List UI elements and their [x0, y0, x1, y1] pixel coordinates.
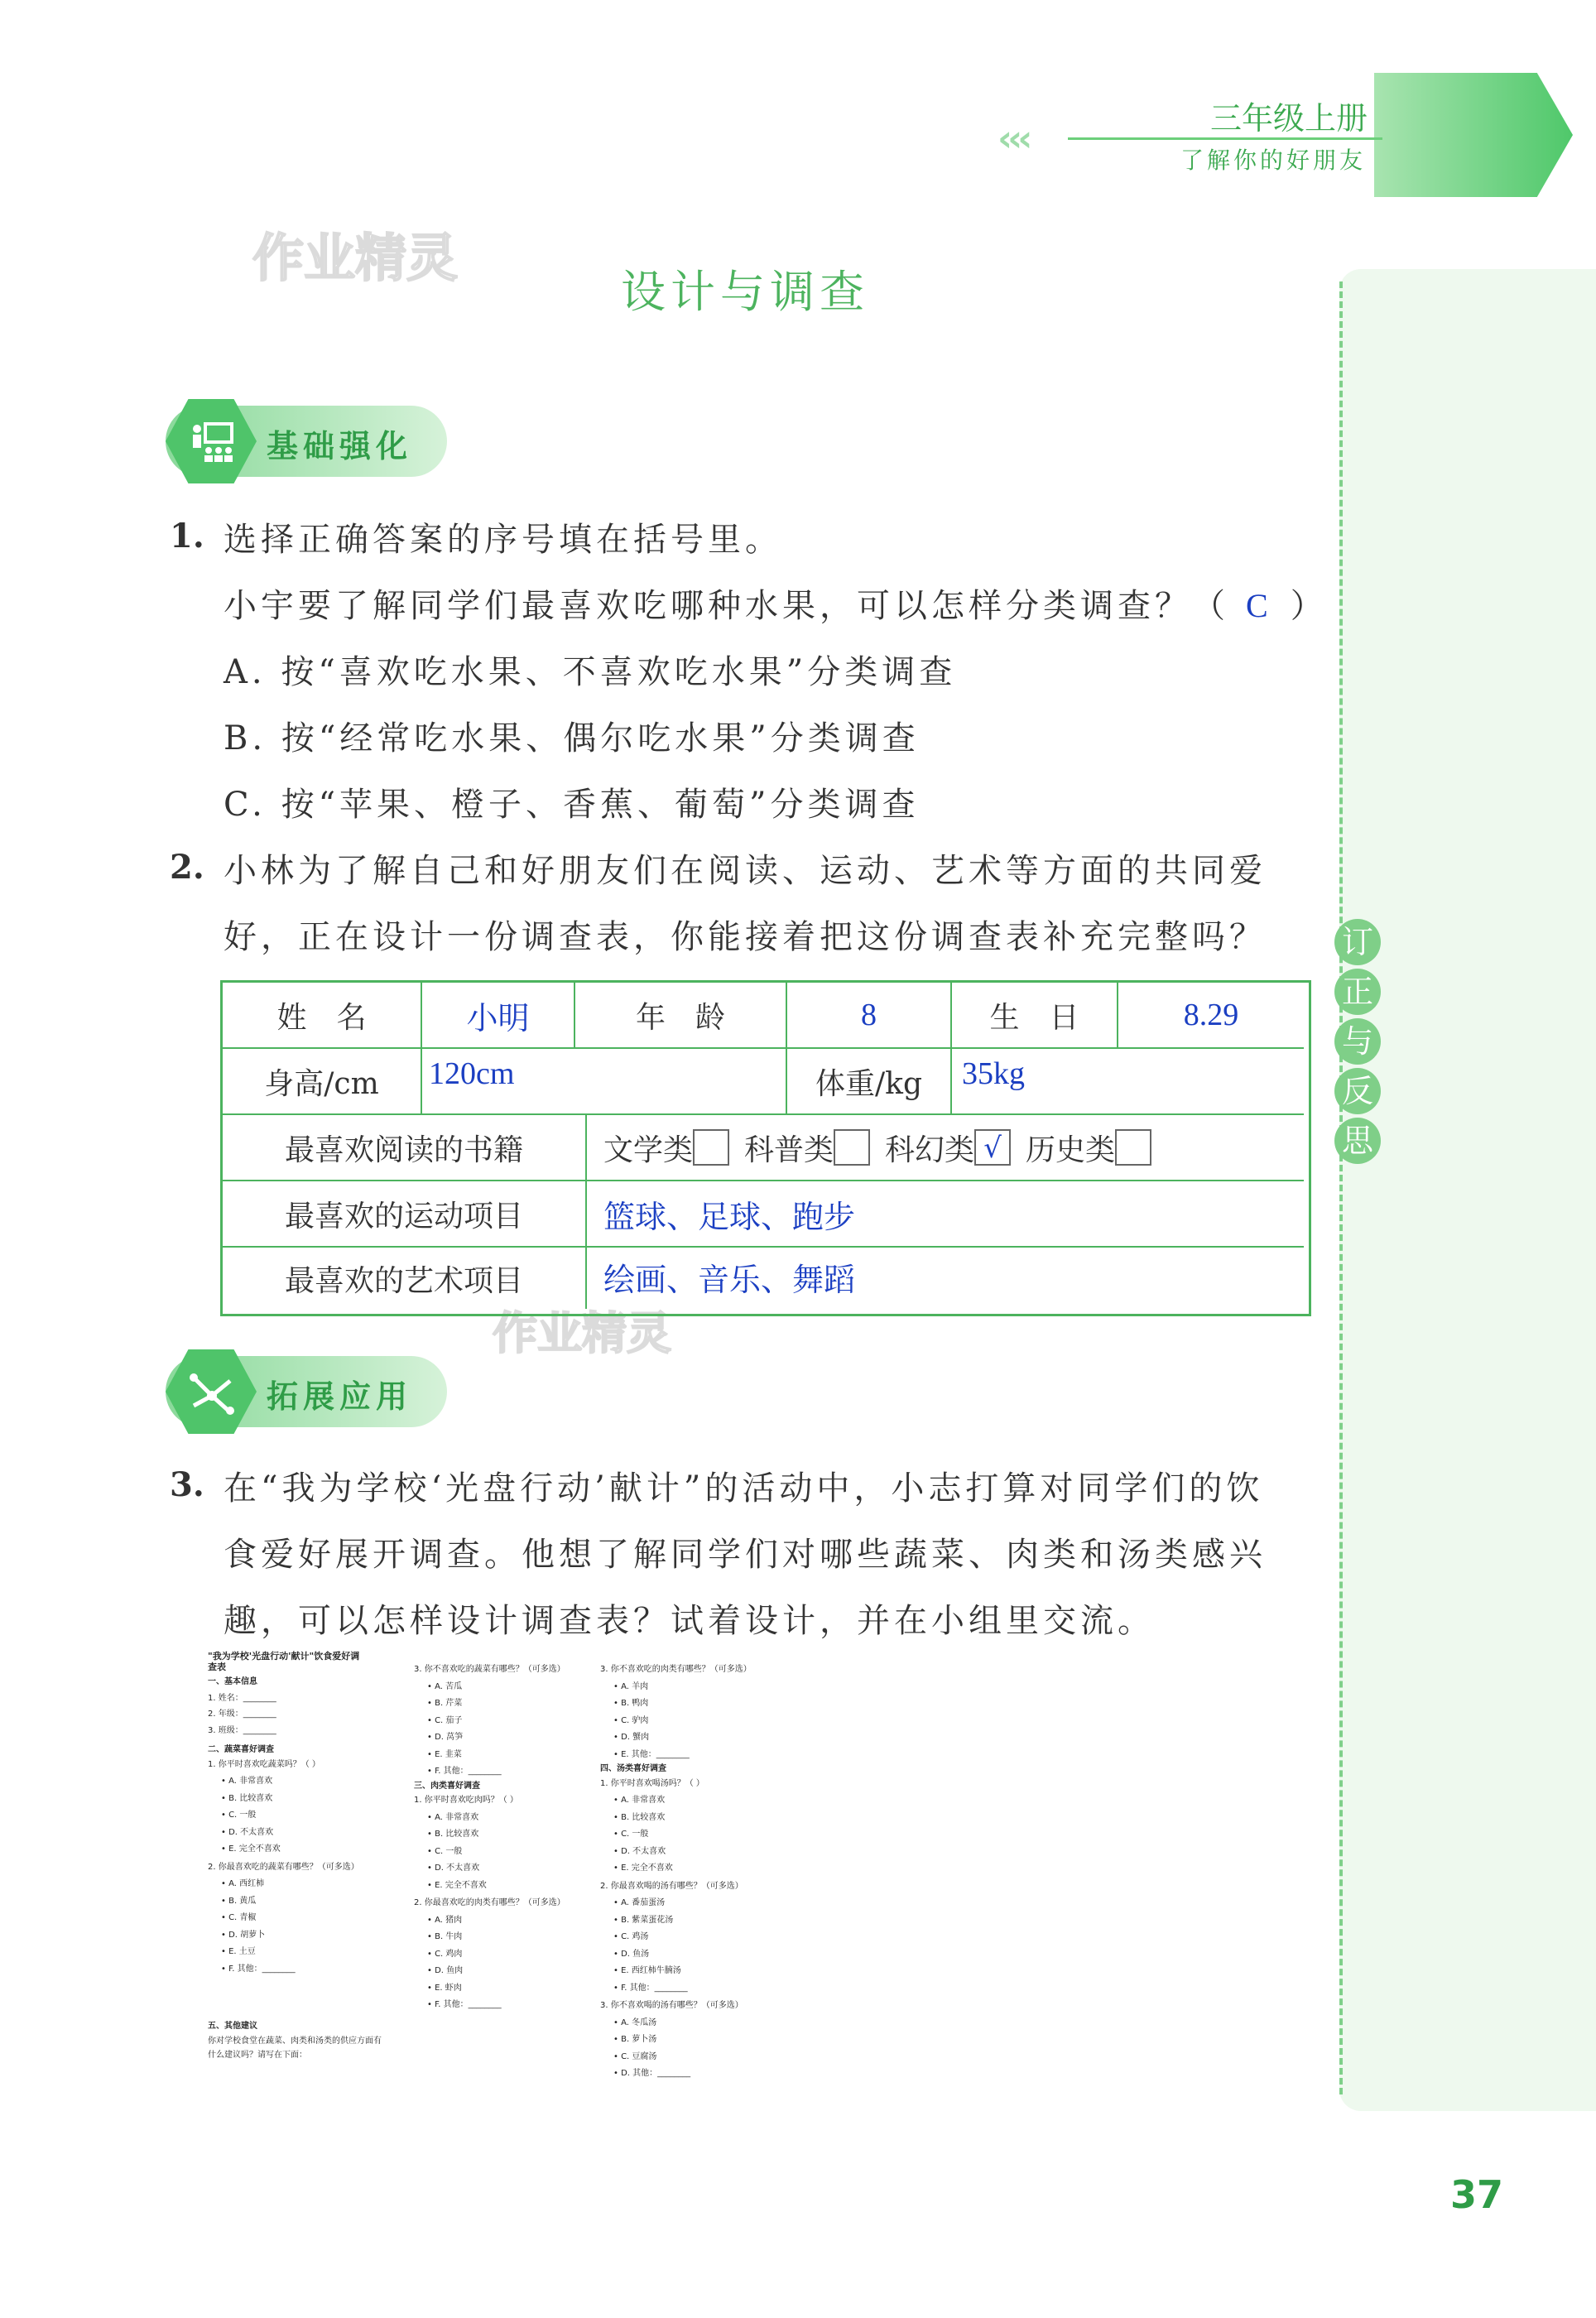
sidebar-char: 正	[1334, 969, 1381, 1015]
form-option: • D. 不太喜欢	[613, 1847, 774, 1857]
form-option: • C. 一般	[221, 1811, 394, 1820]
form-option: • D. 不太喜欢	[221, 1828, 394, 1838]
page-number: 37	[1450, 2172, 1504, 2217]
form-option: • A. 番茄蛋汤	[613, 1898, 774, 1908]
sidebar-char: 与	[1334, 1018, 1381, 1065]
form-option: • C. 豆腐汤	[613, 2052, 774, 2062]
form-field: 3. 班级：________	[208, 1725, 276, 1735]
header-ribbon	[1374, 73, 1573, 197]
form-section: 二、蔬菜喜好调查	[208, 1745, 274, 1755]
form-option: • A. 西红柿	[221, 1879, 394, 1889]
form-option: • B. 萝卜汤	[613, 2035, 774, 2045]
books-options	[587, 1115, 1304, 1181]
q1-question-text: 小宇要了解同学们最喜欢吃哪种水果，可以怎样分类调查？（	[224, 587, 1229, 625]
form-option: • E. 韭菜	[427, 1750, 596, 1760]
age-value: 8	[787, 983, 952, 1049]
form-question: 3. 你不喜欢喝的汤有哪些？（可多选）	[600, 2001, 743, 2010]
question-number: 2.	[170, 848, 204, 887]
form-option: • F. 其他：________	[613, 1984, 774, 1993]
form-column-2	[414, 1652, 596, 2010]
form-option: • D. 胡萝卜	[221, 1931, 394, 1940]
sidebar-char: 反	[1334, 1068, 1381, 1114]
form-question: 1. 你平时喜欢吃肉吗？（ ）	[414, 1796, 518, 1805]
form-question: 2. 你最喜欢吃的蔬菜有哪些？（可多选）	[208, 1862, 359, 1872]
form-option: • E. 完全不喜欢	[427, 1881, 596, 1891]
form-option: • B. 牛肉	[427, 1932, 596, 1942]
birthday-label: 生 日	[952, 983, 1118, 1049]
form-section: 三、肉类喜好调查	[414, 1781, 480, 1791]
form-option: • A. 苦瓜	[427, 1682, 596, 1692]
form-option: • A. 猪肉	[427, 1916, 596, 1926]
form-option: • A. 羊肉	[613, 1682, 774, 1692]
watermark: 作业精灵	[252, 228, 459, 288]
form-option: • C. 鸡肉	[427, 1950, 596, 1960]
form-option: • E. 完全不喜欢	[613, 1864, 774, 1873]
q2-line: 好，正在设计一份调查表，你能接着把这份调查表补充完整吗？	[224, 918, 1267, 956]
form-field: 2. 年级：________	[208, 1710, 276, 1719]
notes-sidebar	[1339, 269, 1596, 2111]
birthday-value: 8.29	[1118, 983, 1304, 1049]
sports-value: 篮球、足球、跑步	[587, 1181, 1304, 1248]
form-option: • F. 其他：________	[427, 1767, 596, 1777]
form-option: • C. 一般	[613, 1830, 774, 1839]
chevrons-left-icon: ‹‹‹	[997, 118, 1028, 160]
q1-prompt: 选择正确答案的序号填在括号里。	[224, 521, 782, 559]
form-option: • E. 其他：________	[613, 1750, 774, 1760]
form-section: 一、基本信息	[208, 1677, 257, 1687]
height-value: 120cm	[422, 1049, 787, 1115]
form-option: • A. 非常喜欢	[221, 1777, 394, 1787]
form-option: • A. 非常喜欢	[613, 1796, 774, 1806]
form-option: • D. 鱼汤	[613, 1950, 774, 1960]
form-question: 2. 你最喜欢吃的肉类有哪些？（可多选）	[414, 1898, 565, 1907]
form-column-1	[208, 1652, 394, 2061]
book-option-label: 科普类	[744, 1133, 834, 1167]
form-option: • E. 西红柿牛腩汤	[613, 1966, 774, 1976]
sports-label: 最喜欢的运动项目	[223, 1181, 587, 1248]
form-option: • B. 紫菜蛋花汤	[613, 1916, 774, 1926]
book-option-label: 历史类	[1026, 1133, 1116, 1167]
page-title: 设计与调查	[621, 266, 869, 318]
q3-line: 趣，可以怎样设计调查表？试着设计，并在小组里交流。	[224, 1602, 1155, 1640]
book-checkbox[interactable]	[1115, 1129, 1151, 1166]
form-option: • C. 驴肉	[613, 1716, 774, 1726]
book-checkbox[interactable]	[834, 1129, 870, 1166]
form-column-3	[600, 1652, 774, 2079]
grade-label: 三年级上册	[1209, 100, 1368, 137]
form-option: • E. 土豆	[221, 1947, 394, 1957]
book-checkbox[interactable]	[693, 1129, 729, 1166]
form-field: 1. 姓名：________	[208, 1693, 276, 1703]
book-option-label: 文学类	[603, 1133, 694, 1167]
questionnaire-image	[203, 1652, 774, 2194]
form-option: • C. 青椒	[221, 1913, 394, 1923]
name-label: 姓 名	[223, 983, 422, 1049]
height-label: 身高/cm	[223, 1049, 422, 1115]
section-label: 基础强化	[267, 428, 413, 464]
form-option: • B. 鸭肉	[613, 1699, 774, 1709]
form-title: 查表	[208, 1661, 226, 1672]
form-option: • D. 莴笋	[427, 1733, 596, 1743]
name-value: 小明	[422, 983, 575, 1049]
form-text: 你对学校食堂在蔬菜、肉类和汤类的供应方面有	[208, 2036, 382, 2046]
books-label: 最喜欢阅读的书籍	[223, 1115, 587, 1181]
arts-value: 绘画、音乐、舞蹈	[603, 1263, 856, 1298]
form-option: • B. 比较喜欢	[613, 1813, 774, 1823]
weight-label: 体重/kg	[787, 1049, 952, 1115]
form-question: 3. 你不喜欢吃的肉类有哪些？（可多选）	[600, 1665, 752, 1674]
form-option: • D. 鱼肉	[427, 1966, 596, 1976]
book-option-label: 科幻类	[885, 1133, 975, 1167]
form-option: • B. 比较喜欢	[427, 1830, 596, 1839]
q1-option-a: A. 按“喜欢吃水果、不喜欢吃水果”分类调查	[224, 653, 957, 691]
form-title: "我为学校'光盘行动'献计"饮食爱好调	[208, 1651, 360, 1662]
q2-line: 小林为了解自己和好朋友们在阅读、运动、艺术等方面的共同爱	[224, 852, 1267, 890]
form-option: • D. 蟹肉	[613, 1733, 774, 1743]
q3-line: 食爱好展开调查。他想了解同学们对哪些蔬菜、肉类和汤类感兴	[224, 1536, 1267, 1574]
q1-option-c: C. 按“苹果、橙子、香蕉、葡萄”分类调查	[224, 786, 920, 824]
form-section: 五、其他建议	[208, 2022, 257, 2032]
form-option: • F. 其他：________	[427, 2000, 596, 2010]
form-question: 1. 你平时喜欢吃蔬菜吗？（ ）	[208, 1759, 320, 1769]
arts-label: 最喜欢的艺术项目	[223, 1248, 587, 1309]
weight-value: 35kg	[952, 1049, 1304, 1115]
form-question: 1. 你平时喜欢喝汤吗？（ ）	[600, 1778, 704, 1788]
sidebar-divider	[1339, 281, 1343, 2094]
sidebar-label	[1334, 919, 1384, 1167]
section-badge-extend	[166, 1356, 447, 1427]
section-badge-basic	[166, 406, 447, 477]
book-checkbox-checked[interactable]: √	[974, 1129, 1011, 1166]
survey-table	[220, 980, 1311, 1316]
question-number: 3.	[170, 1465, 204, 1504]
q1-close-paren: ）	[1290, 587, 1328, 625]
unit-title: 了解你的好朋友	[1180, 147, 1366, 174]
form-option: • C. 一般	[427, 1847, 596, 1857]
branch-arrows-icon	[187, 1368, 237, 1417]
form-option: • C. 茄子	[427, 1716, 596, 1726]
section-label: 拓展应用	[267, 1378, 413, 1415]
q1-answer: C	[1246, 587, 1272, 624]
form-option: • D. 不太喜欢	[427, 1864, 596, 1873]
form-option: • F. 其他：________	[221, 1965, 394, 1974]
teacher-board-icon	[187, 417, 237, 467]
form-question: 3. 你不喜欢吃的蔬菜有哪些？（可多选）	[414, 1665, 565, 1674]
form-section: 四、汤类喜好调查	[600, 1764, 666, 1773]
form-option: • A. 冬瓜汤	[613, 2018, 774, 2028]
form-option: • A. 非常喜欢	[427, 1813, 596, 1823]
form-option: • B. 黄瓜	[221, 1897, 394, 1907]
q1-option-b: B. 按“经常吃水果、偶尔吃水果”分类调查	[224, 719, 920, 757]
sidebar-char: 思	[1334, 1118, 1381, 1164]
q3-line: 在“我为学校‘光盘行动’献计”的活动中，小志打算对同学们的饮	[224, 1469, 1264, 1508]
form-option: • B. 芹菜	[427, 1699, 596, 1709]
age-label: 年 龄	[575, 983, 787, 1049]
form-option: • E. 虾肉	[427, 1984, 596, 1993]
watermark: 作业精灵	[493, 1307, 671, 1359]
question-number: 1.	[170, 517, 204, 555]
sidebar-char: 订	[1334, 919, 1381, 965]
form-option: • D. 其他：________	[613, 2069, 774, 2079]
form-option: • B. 比较喜欢	[221, 1794, 394, 1804]
form-text: 什么建议吗？请写在下面：	[208, 2051, 307, 2061]
q1-question	[224, 580, 1328, 627]
form-option: • C. 鸡汤	[613, 1932, 774, 1942]
form-option: • E. 完全不喜欢	[221, 1844, 394, 1854]
form-question: 2. 你最喜欢喝的汤有哪些？（可多选）	[600, 1881, 743, 1891]
